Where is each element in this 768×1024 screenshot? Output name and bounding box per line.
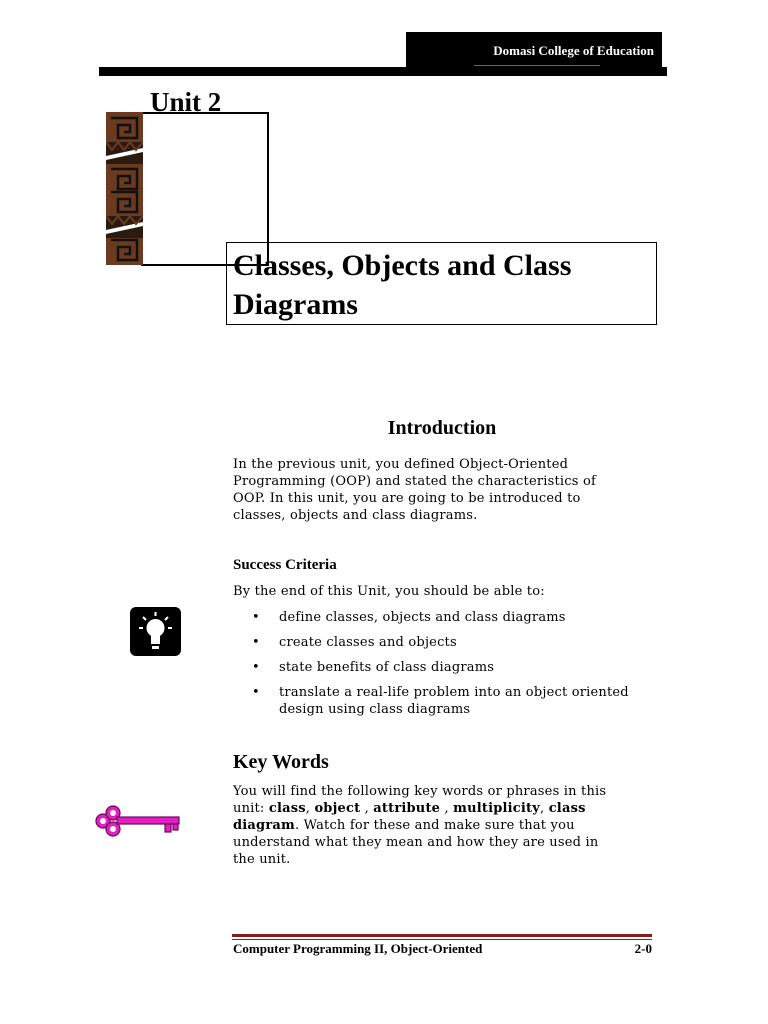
kw-line: the unit. (233, 852, 291, 867)
keyword: diagram (233, 818, 295, 833)
footer-rule-thin (232, 939, 652, 940)
kw-sep: , (305, 801, 315, 816)
keyword: attribute (373, 801, 441, 816)
bullet: • (252, 660, 260, 675)
list-item-text: create classes and objects (279, 635, 457, 650)
list-item-text: define classes, objects and class diagrams (279, 610, 566, 625)
list-item (252, 609, 652, 626)
header-banner (406, 32, 662, 70)
bullet: • (252, 685, 260, 700)
intro-line: classes, objects and class diagrams. (233, 508, 478, 523)
intro-line: OOP. In this unit, you are going to be introduced to (233, 491, 581, 506)
list-item (252, 684, 652, 718)
page-number: 2-0 (634, 941, 652, 956)
kw-sep: , (360, 801, 374, 816)
kw-text: . Watch for these and make sure that you (294, 818, 575, 833)
keyword: object (314, 801, 361, 816)
keyword: class (268, 801, 306, 816)
title-line-2: Diagrams (233, 288, 358, 321)
header-underline (474, 65, 600, 66)
header-rule (99, 67, 667, 76)
lightbulb-icon (129, 606, 182, 657)
success-criteria-heading: Success Criteria (233, 557, 337, 573)
keyword: class (548, 801, 586, 816)
list-item (252, 634, 652, 651)
kw-line (233, 817, 653, 834)
decorative-pattern-icon (106, 112, 143, 265)
key-words-paragraph (233, 783, 653, 868)
title-box (226, 242, 657, 325)
intro-line: Programming (OOP) and stated the characteristics of (233, 474, 596, 489)
list-item-text: state benefits of class diagrams (279, 660, 495, 675)
success-criteria-lead: By the end of this Unit, you should be able to: (233, 584, 545, 599)
institution-name: Domasi College of Education (493, 43, 654, 58)
keyword: multiplicity (453, 801, 541, 816)
key-icon (93, 804, 181, 838)
unit-label: Unit 2 (150, 87, 222, 117)
footer-course: Computer Programming II, Object-Oriented (233, 941, 483, 956)
kw-sep: , (540, 801, 549, 816)
kw-line: You will find the following key words or phrases in this (233, 784, 607, 799)
key-words-heading: Key Words (233, 751, 329, 773)
kw-line: understand what they mean and how they are used in (233, 835, 599, 850)
list-item-text: translate a real-life problem into an object oriented design using class diagrams (279, 685, 629, 717)
kw-sep: , (440, 801, 454, 816)
kw-line (233, 800, 653, 817)
intro-line: In the previous unit, you defined Object-Oriented (233, 457, 569, 472)
kw-text: unit: (233, 801, 269, 816)
footer-rule (232, 934, 652, 937)
title-line-1: Classes, Objects and Class (233, 249, 572, 282)
list-item (252, 659, 652, 676)
page-title (233, 246, 571, 324)
bullet: • (252, 635, 260, 650)
introduction-paragraph (233, 456, 653, 524)
bullet: • (252, 610, 260, 625)
success-criteria-list (252, 609, 652, 726)
introduction-heading: Introduction (387, 417, 497, 439)
